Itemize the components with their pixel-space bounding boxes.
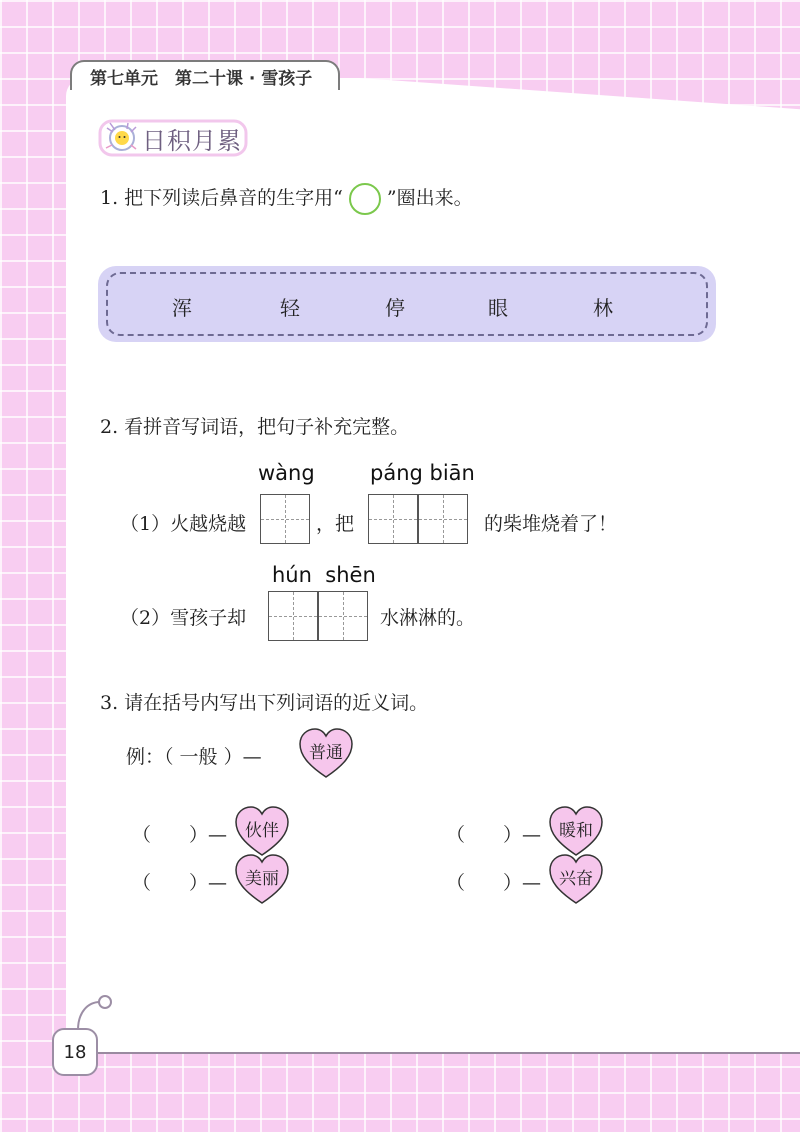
sentence-2-start: （2）雪孩子却 bbox=[120, 607, 247, 629]
page-number-label: 18 bbox=[63, 1041, 87, 1063]
section-title bbox=[98, 118, 248, 158]
heart-word-label: 伙伴 bbox=[245, 821, 279, 841]
heart-word-4 bbox=[548, 853, 604, 905]
writing-grid-wang[interactable] bbox=[260, 494, 310, 544]
example-label: 例：（ 一般 ）— bbox=[126, 746, 262, 768]
page-header-tab bbox=[70, 60, 340, 90]
heart-word-label: 兴奋 bbox=[559, 869, 593, 889]
synonym-blank-3[interactable]: （ ）— bbox=[132, 872, 228, 894]
question-1-prompt bbox=[100, 183, 473, 215]
character-qing[interactable]: 轻 bbox=[280, 296, 300, 320]
pinyin-wang: wàng bbox=[258, 461, 315, 485]
page-number-stem-icon bbox=[74, 990, 114, 1030]
question-1-prefix: 1. 把下列读后鼻音的生字用“ bbox=[100, 187, 343, 209]
heart-word-1 bbox=[234, 805, 290, 857]
pinyin-pang-bian: páng biān bbox=[370, 461, 475, 485]
synonym-blank-2[interactable]: （ ）— bbox=[446, 824, 542, 846]
character-lin[interactable]: 林 bbox=[593, 296, 613, 320]
heart-word-label: 美丽 bbox=[245, 869, 279, 889]
example-answer: 普通 bbox=[309, 743, 343, 763]
footer-rule bbox=[96, 1052, 800, 1054]
heart-word-3 bbox=[234, 853, 290, 905]
lesson-title: 第七单元 第二十课 · 雪孩子 bbox=[90, 68, 313, 89]
heart-word-label: 暖和 bbox=[559, 821, 593, 841]
section-title-label: 日积月累 bbox=[142, 127, 242, 155]
writing-grid-shen[interactable] bbox=[318, 591, 368, 641]
question-2-prompt: 2. 看拼音写词语，把句子补充完整。 bbox=[100, 416, 410, 438]
page-sheet bbox=[66, 78, 800, 1054]
synonym-blank-4[interactable]: （ ）— bbox=[446, 872, 542, 894]
character-ting[interactable]: 停 bbox=[385, 296, 405, 320]
writing-grid-hun[interactable] bbox=[268, 591, 318, 641]
sentence-1-start: （1）火越烧越 bbox=[120, 513, 247, 535]
heart-example bbox=[298, 727, 354, 779]
character-hun[interactable]: 浑 bbox=[172, 296, 192, 320]
sentence-1-end: 的柴堆烧着了！ bbox=[484, 513, 618, 535]
synonym-blank-1[interactable]: （ ）— bbox=[132, 824, 228, 846]
question-3-prompt: 3. 请在括号内写出下列词语的近义词。 bbox=[100, 692, 429, 714]
heart-word-2 bbox=[548, 805, 604, 857]
sentence-2-end: 水淋淋的。 bbox=[380, 607, 476, 629]
character-yan[interactable]: 眼 bbox=[488, 296, 508, 320]
writing-grid-bian[interactable] bbox=[418, 494, 468, 544]
pinyin-hun-shen: hún shēn bbox=[272, 563, 376, 587]
sentence-1-middle: ，把 bbox=[316, 513, 355, 535]
green-circle-icon bbox=[349, 183, 381, 215]
page-number bbox=[52, 1028, 98, 1076]
writing-grid-pang[interactable] bbox=[368, 494, 418, 544]
character-box-border bbox=[106, 272, 708, 336]
question-1-suffix: ”圈出来。 bbox=[386, 187, 473, 209]
